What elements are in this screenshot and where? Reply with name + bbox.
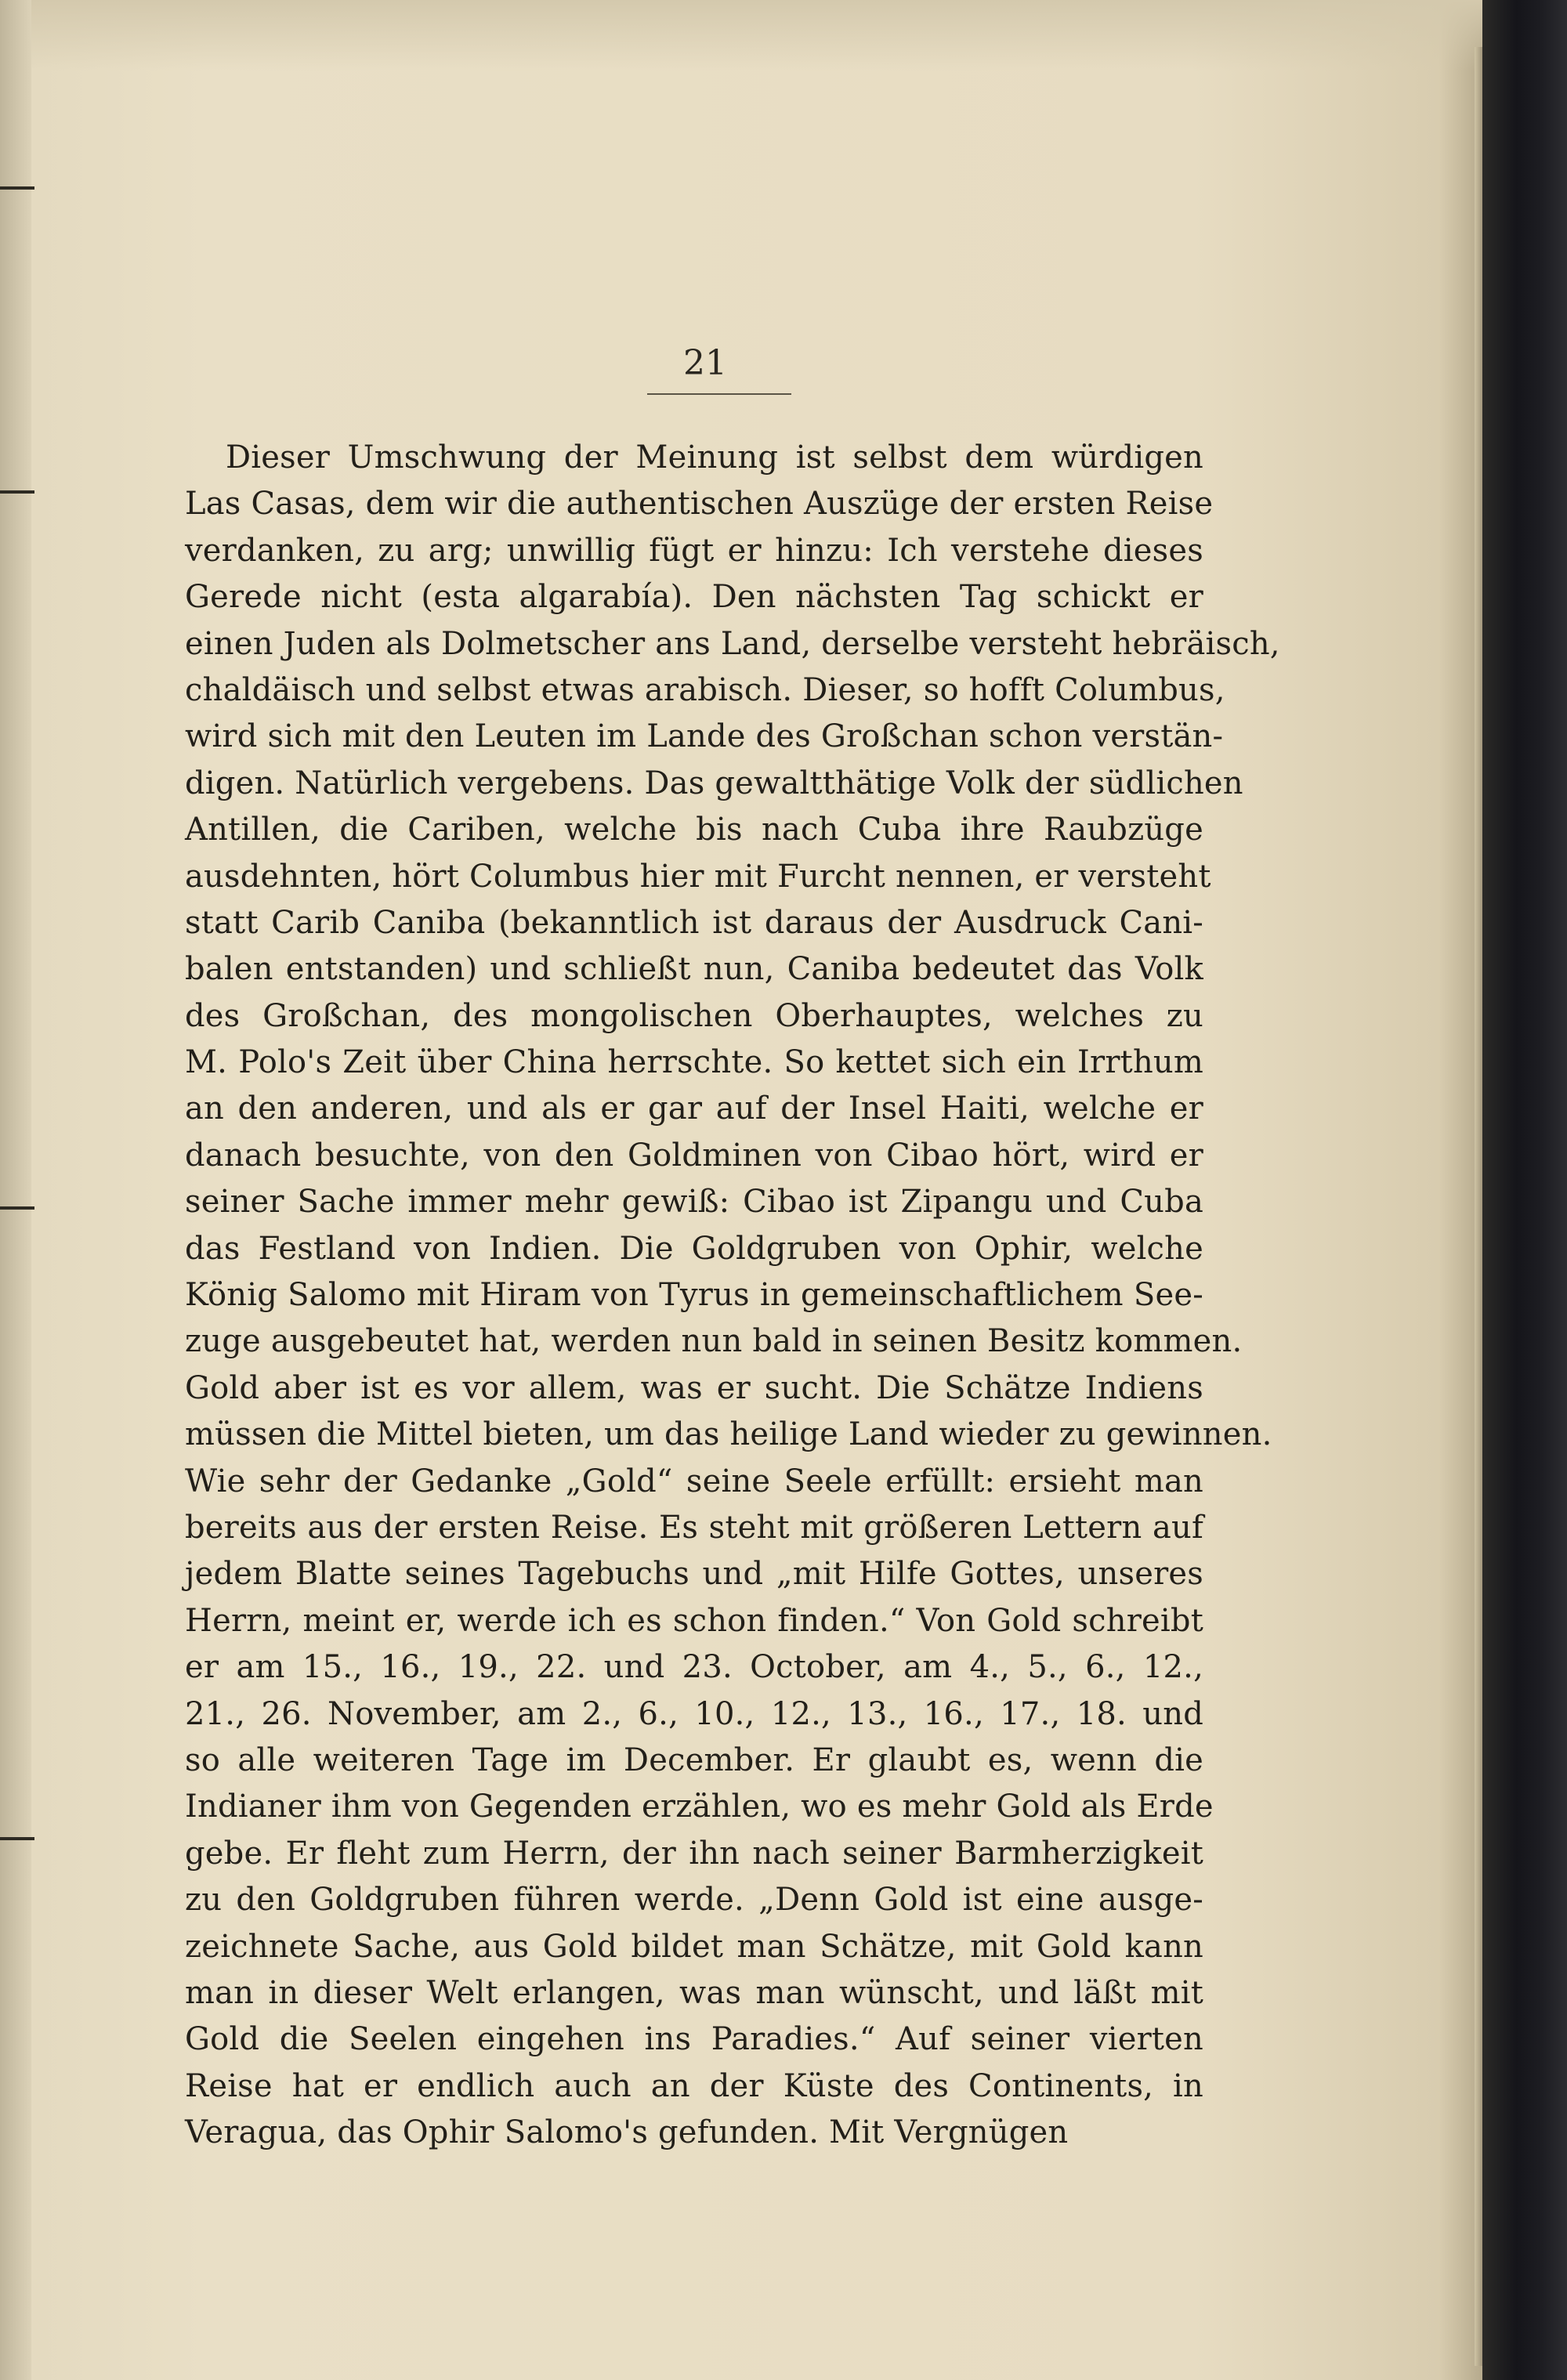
page-number: 21	[683, 343, 727, 383]
text-line: Veragua, das Ophir Salomo's gefunden. Mit Vergnügen	[185, 2114, 1069, 2151]
scan-margin-mark	[0, 1837, 34, 1840]
text-line: balen entstanden) und schließt nun, Caniba bedeutet das Volk	[185, 951, 1203, 988]
text-line: verdanken, zu arg; unwillig fügt er hinzu: Ich verstehe dieses	[185, 532, 1203, 569]
scan-margin-mark	[0, 186, 34, 190]
text-line: bereits aus der ersten Reise. Es steht mit größeren Lettern auf	[185, 1509, 1203, 1546]
text-line: zuge ausgebeutet hat, werden nun bald in seinen Besitz kommen.	[185, 1323, 1243, 1360]
text-line: ausdehnten, hört Columbus hier mit Furcht nennen, er versteht	[185, 858, 1211, 895]
text-line: des Großchan, des mongolischen Oberhauptes, welches zu	[185, 997, 1203, 1034]
text-line: seiner Sache immer mehr gewiß: Cibao ist Zipangu und Cuba	[185, 1184, 1203, 1221]
text-line: jedem Blatte seines Tagebuchs und „mit Hilfe Gottes, unseres	[185, 1556, 1203, 1593]
text-line: digen. Natürlich vergebens. Das gewaltthätige Volk der südlichen	[185, 765, 1243, 801]
text-line: müssen die Mittel bieten, um das heilige Land wieder zu gewinnen.	[185, 1416, 1272, 1453]
text-line: Herrn, meint er, werde ich es schon finden.“ Von Gold schreibt	[185, 1602, 1203, 1639]
text-line: Antillen, die Cariben, welche bis nach Cuba ihre Raubzüge	[185, 812, 1203, 848]
text-line: Dieser Umschwung der Meinung ist selbst dem würdigen	[226, 439, 1203, 476]
text-line: einen Juden als Dolmetscher ans Land, derselbe versteht hebräisch,	[185, 625, 1280, 662]
text-line: Gold die Seelen eingehen ins Paradies.“ Auf seiner vierten	[185, 2021, 1203, 2058]
text-line: danach besuchte, von den Goldminen von Cibao hört, wird er	[185, 1137, 1203, 1174]
text-line: 21., 26. November, am 2., 6., 10., 12., 13., 16., 17., 18. und	[185, 1695, 1203, 1732]
text-line: wird sich mit den Leuten im Lande des Großchan schon verstän-	[185, 718, 1224, 755]
body-text	[185, 435, 1280, 2156]
text-line: gebe. Er fleht zum Herrn, der ihn nach seiner Barmherzigkeit	[185, 1835, 1203, 1872]
scan-margin-mark	[0, 1206, 34, 1210]
text-line: Gold aber ist es vor allem, was er sucht. Die Schätze Indiens	[185, 1369, 1203, 1406]
text-line: chaldäisch und selbst etwas arabisch. Dieser, so hofft Columbus,	[185, 671, 1225, 708]
text-line: er am 15., 16., 19., 22. und 23. October, am 4., 5., 6., 12.,	[185, 1649, 1203, 1686]
text-line: Wie sehr der Gedanke „Gold“ seine Seele erfüllt: ersieht man	[185, 1463, 1203, 1499]
text-line: M. Polo's Zeit über China herrschte. So kettet sich ein Irrthum	[185, 1044, 1203, 1081]
text-line: zeichnete Sache, aus Gold bildet man Schätze, mit Gold kann	[185, 1928, 1203, 1965]
text-line: an den anderen, und als er gar auf der Insel Haiti, welche er	[185, 1091, 1203, 1127]
text-line: König Salomo mit Hiram von Tyrus in gemeinschaftlichem See-	[185, 1277, 1203, 1314]
page-top-shadow	[31, 0, 1482, 71]
header-rule	[647, 393, 791, 395]
book-cover	[1482, 0, 1567, 2380]
scan-margin-mark	[0, 490, 34, 494]
text-line: man in dieser Welt erlangen, was man wünscht, und läßt mit	[185, 1974, 1203, 2011]
text-line: das Festland von Indien. Die Goldgruben von Ophir, welche	[185, 1230, 1203, 1267]
text-line: Indianer ihm von Gegenden erzählen, wo es mehr Gold als Erde	[185, 1789, 1214, 1825]
scan-left-margin	[0, 0, 31, 2380]
text-line: Gerede nicht (esta algarabía). Den nächsten Tag schickt er	[185, 579, 1203, 616]
text-line: Reise hat er endlich auch an der Küste des Continents, in	[185, 2067, 1203, 2104]
text-line: statt Carib Caniba (bekanntlich ist daraus der Ausdruck Cani-	[185, 904, 1203, 941]
text-line: zu den Goldgruben führen werde. „Denn Gold ist eine ausge-	[185, 1882, 1203, 1919]
text-line: so alle weiteren Tage im December. Er glaubt es, wenn die	[185, 1742, 1203, 1778]
text-line: Las Casas, dem wir die authentischen Auszüge der ersten Reise	[185, 486, 1214, 523]
